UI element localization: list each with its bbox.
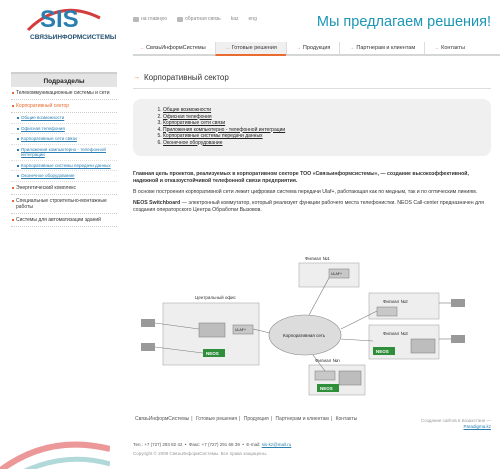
nav-item-products[interactable] [286,42,340,54]
arrow-right-icon: → [349,45,355,51]
toc-link[interactable]: Приложения компьютерно - телефонной интеграции [163,126,286,133]
ulaf-device [377,307,397,316]
email-link[interactable]: sis-kz@mail.ru [261,442,292,447]
nav-item-label: Контакты [441,45,465,51]
arrow-right-icon: → [434,45,440,51]
paragraph [133,200,491,214]
logo-subtitle: СВЯЗЬИНФОРМСИСТЕМЫ [30,34,117,41]
link-line [341,339,373,341]
page-title-text: Корпоративный сектор [144,72,229,82]
arrow-right-icon: → [224,45,230,51]
ulaf-label: ULAF+ [331,272,342,276]
home-link-label: на главную [141,16,168,22]
decorative-swoosh [0,419,110,469]
lang-eng-link[interactable]: eng [248,16,257,22]
paragraph-bold-term: NEOS Switchboard [133,200,181,206]
nav-item-label: Партнерам и клиентам [356,45,416,51]
main-content [133,70,491,218]
sidebar-item-building-automation[interactable]: Системы для автоматизации зданий [11,214,117,227]
sidebar-subitem[interactable]: Корпоративные системы передачи данных [11,161,117,172]
footer-link[interactable]: Продукция [243,416,269,422]
site-credit [421,418,491,430]
ulaf-label: ULAF+ [235,328,246,332]
network-diagram [133,253,491,401]
toc-link[interactable]: Корпоративные системы передачи данных [163,133,263,139]
credit-text: Создание сайтов в Казахстане — [421,418,491,423]
toc-link[interactable]: Корпоративные сети связи [163,120,226,126]
home-icon [133,17,139,22]
sidebar-list [11,87,117,227]
neos-label: NEOS [320,386,333,391]
toc-box [133,99,491,156]
central-office-label: Центральный офис [195,295,236,300]
sidebar-subitem[interactable]: Оконечное оборудование [11,171,117,182]
article-body [133,171,491,214]
arrow-right-icon: → [133,73,140,81]
fax: Факс: +7 (727) 291 68 39 [188,442,240,447]
top-links [133,16,257,22]
nav-item-label: Готовые решения [231,45,277,51]
neos-label: NEOS [206,351,219,356]
credit-link[interactable]: Paradigma.kz [463,424,491,429]
toc-list [153,107,481,146]
nav-item-company[interactable] [133,42,215,54]
branch-1-label: Филиал №1 [305,256,330,261]
lead-paragraph: Главная цель проектов, реализуемых в корпоративном секторе ТОО «Связьинформсистемы», — создание высокоэффективной, надежной и отказоустойчивой телефонной связи предприятия. [133,171,469,184]
network-label: Корпоративная сеть [283,333,326,338]
footer-link[interactable]: СвязьИнформСистемы [135,416,190,422]
branch-n-label: Филиал №n [315,358,340,363]
footer-link[interactable]: Партнерам и клиентам [275,416,329,422]
footer-link[interactable]: Контакты [335,416,358,422]
contact-info: Тел.: +7 (727) 293 82 42 • Факс: +7 (727) 291 68 39 • E-mail: sis-kz@mail.ru [133,442,292,447]
branch-2-label: Филиал №2 [383,299,408,304]
page-title [133,70,491,84]
footer [133,416,491,456]
home-link[interactable] [133,16,167,22]
footer-nav: СвязьИнформСистемы | Готовые решения | Продукция | Партнерам и клиентам | Контакты [135,416,358,422]
logo-text: SIS [40,6,79,33]
branch-3-label: Филиал №3 [383,331,408,336]
paragraph: В основе построения корпоративной сети лежит цифровая система передачи Ulaf+, работающая как по медным, так и по оптическим линиям. [133,189,478,195]
feedback-link-label: обратная связь [185,16,221,22]
lang-kaz-link[interactable]: kaz [230,16,239,22]
phone-device [141,319,155,327]
sidebar-title: Подразделы [11,72,117,87]
slogan: Мы предлагаем решения! [316,14,491,30]
header [0,0,500,42]
nav-item-partners[interactable] [339,42,424,54]
sidebar-item-energy[interactable]: Энергетический комплекс [11,182,117,195]
toc-link[interactable]: Оконечное оборудование [163,139,223,146]
nav-item-label: СвязьИнформСистемы [146,45,206,51]
sidebar-item-telecom[interactable]: Телекоммуникационные системы и сети [11,87,117,100]
copyright: Copyright © 2009 СвязьИнформСистемы. Все права защищены. [133,451,268,456]
sidebar-subitem[interactable]: Офисная телефония [11,124,117,135]
sidebar-subitem[interactable]: Общие возможности [11,113,117,124]
phone-device [451,299,465,307]
mail-icon [177,17,183,22]
nav-item-contacts[interactable] [424,42,474,54]
phone-device [451,335,465,343]
pbx-device [199,323,225,337]
feedback-link[interactable] [177,16,221,22]
logo[interactable] [8,6,116,44]
arrow-right-icon: → [295,45,301,51]
paragraph-text: — электронный коммутатор, который реализует функции рабочего места телефонистки. NEOS Call-center предназначен для создания операторского Центра Обработки Вызовов. [133,200,484,213]
pbx-device [339,371,361,385]
phone: Тел.: +7 (727) 293 82 42 [133,442,183,447]
pbx-device [411,339,435,353]
footer-link[interactable]: Готовые решения [195,416,238,422]
email-label: E-mail: [246,442,261,447]
network-diagram-svg [133,253,491,401]
arrow-right-icon: → [139,45,144,51]
sidebar [11,72,117,227]
toc-link[interactable]: Офисная телефония [163,113,212,120]
nav-item-label: Продукция [302,45,331,51]
ulaf-device [315,371,335,380]
phone-device [141,343,155,351]
neos-label: NEOS [376,349,389,354]
sidebar-subitem[interactable]: Корпоративные сети связи [11,134,117,145]
nav-item-solutions[interactable] [215,42,286,56]
sidebar-item-corporate[interactable]: Корпоративный сектор [11,100,117,113]
toc-link[interactable]: Общие возможности [163,107,212,113]
toc-item[interactable] [163,140,481,147]
main-nav [133,42,500,56]
sidebar-item-construction[interactable]: Специальные строительно-монтажные работы [11,195,117,214]
sidebar-subitem[interactable]: Приложения компьютерно - телефонной интеграции [11,145,117,161]
divider [133,88,491,89]
